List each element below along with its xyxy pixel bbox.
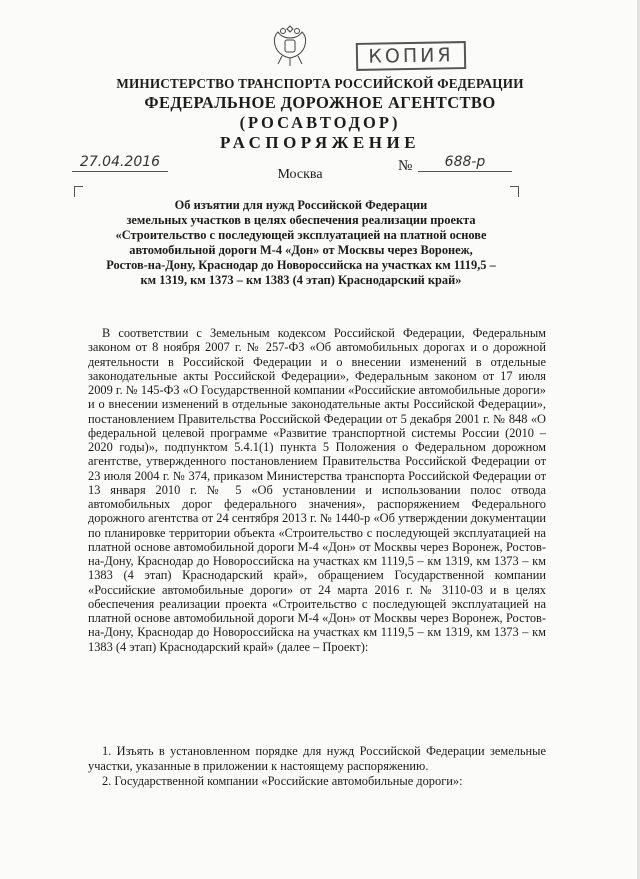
coat-of-arms-emblem xyxy=(270,22,310,70)
title-line: «Строительство с последующей эксплуатацией на платной основе xyxy=(115,228,487,242)
document-city: Москва xyxy=(277,167,323,182)
document-title xyxy=(78,198,524,288)
title-line: автомобильной дороги М-4 «Дон» от Москвы через Воронеж, xyxy=(129,243,473,257)
order-item-2: 2. Государственной компании «Российские автомобильные дороги»: xyxy=(102,774,463,788)
preamble-paragraph: В соответствии с Земельным кодексом Российской Федерации, Федеральным законом от 8 ноября 2007 г. № 257-ФЗ «Об автомобильных дорогах и о дорожной деятельности в Российской Федерации и о внесении изменений в отдельные законодательные акты Российской Федерации», Федеральным законом от 17 июля 2009 г. № 145-ФЗ «О Государственной компании «Российские автомобильные дороги» и о внесении изменений в отдельные законодательные акты Российской Федерации», постановлением Правительства Российской Федерации от 5 декабря 2001 г. № 848 «О федеральной целевой программе «Развитие транспортной системы России (2010 – 2020 годы)», подпунктом 5.4.1(1) пункта 5 Положения о Федеральном дорожном агентстве, утвержденного постановлением Правительства Российской Федерации от 23 июля 2004 г. № 374, приказом Министерства транспорта Российской Федерации от 13 января 2010 г. № 5 «Об установлении и использовании полос отвода автомобильных дорог федерального значения», распоряжением Федерального дорожного агентства от 24 сентября 2013 г. № 1440-р «Об утверждении документации по планировке территории объекта «Строительство с последующей эксплуатацией на платной основе автомобильной дороги М-4 «Дон» от Москвы через Воронеж, Ростов-на-Дону, Краснодар до Новороссийска на участках км 1119,5 – км 1319, км 1373 – км 1383 (4 этап) Краснодарский край», обращением Государственной компании «Российские автомобильные дороги» от 24 марта 2016 г. № 3110-03 и в целях обеспечения реализации проекта «Строительство с последующей эксплуатацией на платной основе автомобильной дороги М-4 «Дон» от Москвы через Воронеж, Ростов-на-Дону, Краснодар до Новороссийска на участках км 1119,5 – км 1319, км 1373 – км 1383 (4 этап) Краснодарский край» (далее – Проект): xyxy=(88,326,546,654)
agency-name: ФЕДЕРАЛЬНОЕ ДОРОЖНОЕ АГЕНТСТВО xyxy=(144,93,496,112)
title-line: Ростов-на-Дону, Краснодар до Новороссийска на участках км 1119,5 – xyxy=(106,258,496,272)
agency-short-name: (РОСАВТОДОР) xyxy=(239,113,401,132)
title-line: км 1319, км 1373 – км 1383 (4 этап) Краснодарский край» xyxy=(140,273,462,287)
document-body xyxy=(88,326,546,654)
document-type: РАСПОРЯЖЕНИЕ xyxy=(219,133,421,152)
document-number: 688-р xyxy=(418,154,512,172)
title-corner-right xyxy=(510,186,519,197)
number-label: № xyxy=(398,158,413,174)
title-line: земельных участков в целях обеспечения реализации проекта xyxy=(126,213,476,227)
ministry-name: МИНИСТЕРСТВО ТРАНСПОРТА РОССИЙСКОЙ ФЕДЕРАЦИИ xyxy=(116,76,524,91)
document-date: 27.04.2016 xyxy=(72,154,168,172)
order-item-1: 1. Изъять в установленном порядке для нужд Российской Федерации земельные участки, указанные в приложении к настоящему распоряжению. xyxy=(88,744,546,773)
copy-stamp: КОПИЯ xyxy=(356,41,466,71)
title-corner-left xyxy=(74,186,83,197)
title-line: Об изъятии для нужд Российской Федерации xyxy=(174,198,428,212)
